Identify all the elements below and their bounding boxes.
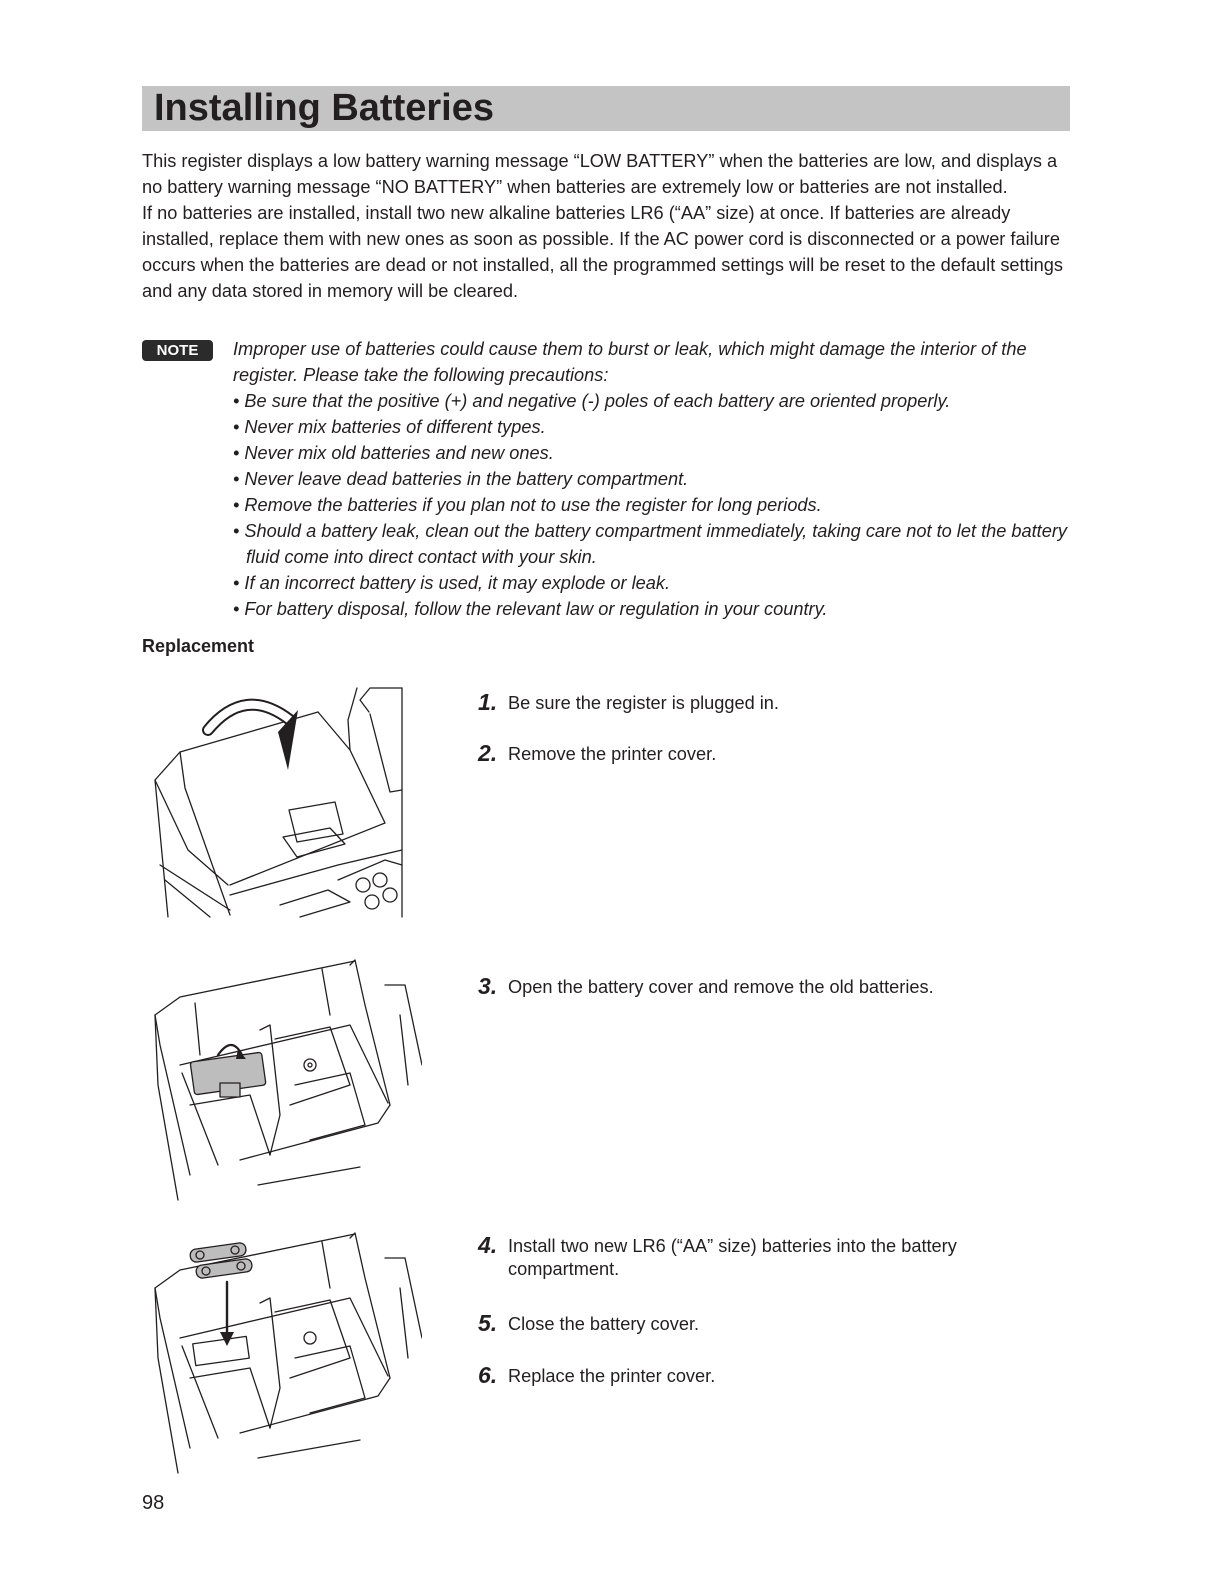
step-1 (478, 689, 1038, 715)
note-body (233, 336, 1073, 622)
step-text: Close the battery cover. (508, 1314, 700, 1334)
note-badge: NOTE (142, 340, 213, 361)
install-batteries-illustration (150, 1228, 422, 1476)
intro-paragraph-2: If no batteries are installed, install two new alkaline batteries LR6 (“AA” size) at once. If batteries are already installed, replace them with new ones as soon as possible. If the AC power cord is disconnected or a power failure occurs when the batteries are dead or not installed, all the programmed settings will be reset to the default settings and any data stored in memory will be cleared. (142, 203, 1063, 301)
step-text: Replace the printer cover. (508, 1366, 716, 1386)
step-3 (478, 973, 1038, 999)
step-text: Install two new LR6 (“AA” size) batteries into the battery compartment. (508, 1236, 957, 1279)
replacement-heading: Replacement (142, 636, 255, 656)
precaution-item: • Never leave dead batteries in the battery compartment. (233, 469, 689, 489)
precaution-list (233, 388, 1073, 622)
intro-text (142, 148, 1077, 304)
step-text: Remove the printer cover. (508, 744, 717, 764)
step-6 (478, 1362, 1038, 1388)
step-5 (478, 1310, 1038, 1336)
precaution-item: • Be sure that the positive (+) and negative (-) poles of each battery are oriented properly. (233, 391, 951, 411)
step-number: 4. (478, 1232, 498, 1258)
precaution-item: • Remove the batteries if you plan not to use the register for long periods. (233, 495, 822, 515)
precaution-item: • If an incorrect battery is used, it may explode or leak. (233, 573, 671, 593)
step-2 (478, 740, 1038, 766)
title-bar (142, 86, 1070, 131)
precaution-item: • Should a battery leak, clean out the battery compartment immediately, taking care not to let the battery fluid come into direct contact with your skin. (233, 521, 1068, 567)
step-number: 6. (478, 1362, 498, 1388)
note-lead: Improper use of batteries could cause them to burst or leak, which might damage the interior of the register. Please take the following precautions: (233, 339, 1027, 385)
step-number: 3. (478, 973, 498, 999)
step-4 (478, 1232, 1018, 1281)
printer-cover-illustration (150, 680, 410, 920)
step-text: Be sure the register is plugged in. (508, 693, 779, 713)
step-text: Open the battery cover and remove the old batteries. (508, 977, 934, 997)
step-number: 5. (478, 1310, 498, 1336)
step-number: 1. (478, 689, 498, 715)
intro-paragraph-1: This register displays a low battery warning message “LOW BATTERY” when the batteries are low, and displays a no battery warning message “NO BATTERY” when batteries are extremely low or batteries are not installed. (142, 151, 1058, 197)
battery-compartment-illustration (150, 955, 422, 1203)
page-title: Installing Batteries (154, 87, 494, 129)
precaution-item: • Never mix old batteries and new ones. (233, 443, 554, 463)
precaution-item: • Never mix batteries of different types. (233, 417, 546, 437)
step-number: 2. (478, 740, 498, 766)
page-number: 98 (142, 1492, 165, 1514)
precaution-item: • For battery disposal, follow the relevant law or regulation in your country. (233, 599, 828, 619)
